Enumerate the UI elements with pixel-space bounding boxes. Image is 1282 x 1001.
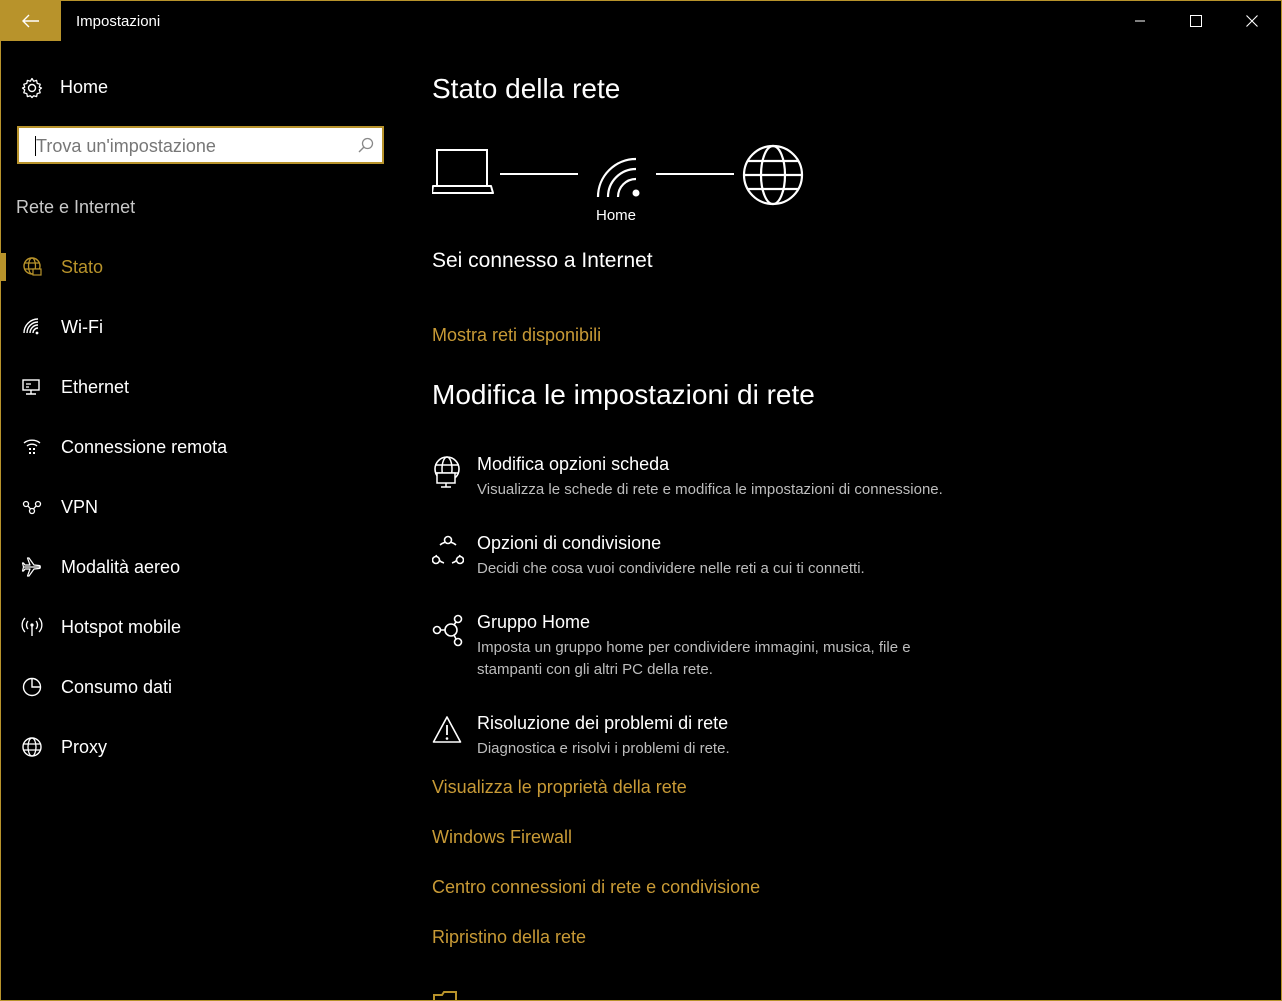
homegroup-icon [432,614,464,648]
sharing-icon [432,535,464,567]
sharing-options-item[interactable] [432,533,1032,583]
page-title: Stato della rete [432,73,621,104]
search-input[interactable] [17,126,384,164]
connection-status: Sei connesso a Internet [432,249,653,272]
back-button[interactable] [1,1,61,41]
sidebar-item-wifi[interactable] [1,305,401,349]
sidebar-item-label: Stato [61,257,104,277]
setting-title: Gruppo Home [477,612,591,632]
setting-title: Modifica opzioni scheda [477,454,670,474]
sidebar-item-proxy[interactable] [1,725,401,769]
airplane-icon [21,556,43,578]
data-usage-icon [21,676,43,698]
network-properties-link[interactable]: Visualizza le proprietà della rete [432,777,687,797]
internet-globe-icon [741,143,805,207]
wifi-icon [21,316,43,338]
sidebar-item-label: Consumo dati [61,677,173,697]
ethernet-icon [21,376,43,398]
minimize-button[interactable] [1111,1,1168,41]
search-icon[interactable] [358,137,374,153]
active-indicator [1,253,6,281]
sidebar-item-hotspot-mobile[interactable] [1,605,401,649]
wifi-signal-icon [595,153,643,199]
laptop-icon [432,146,494,196]
maximize-button[interactable] [1167,1,1224,41]
sidebar-home[interactable] [1,67,401,107]
adapter-options-item[interactable] [432,454,1032,504]
sidebar-item-ethernet[interactable] [1,365,401,409]
sidebar-item-connessione-remota[interactable] [1,425,401,469]
connection-line [656,173,734,175]
section-label: Rete e Internet [16,197,136,217]
globe-icon [21,736,43,758]
connection-line [500,173,578,175]
close-icon [1246,15,1258,27]
search-placeholder: Trova un'impostazione [36,136,216,156]
network-center-link[interactable]: Centro connessioni di rete e condivisione [432,877,761,897]
vpn-icon [21,496,43,518]
window-title: Impostazioni [76,13,161,30]
sidebar-item-consumo-dati[interactable] [1,665,401,709]
setting-description: Decidi che cosa vuoi condividere nelle reti a cui ti connetti. [477,560,865,577]
sidebar-item-label: Ethernet [61,377,130,397]
dialup-icon [21,436,43,458]
setting-description: Diagnostica e risolvi i problemi di rete. [477,740,730,757]
maximize-icon [1190,15,1202,27]
back-arrow-icon [22,14,40,28]
warning-icon [432,715,462,745]
close-button[interactable] [1223,1,1280,41]
home-label: Home [60,77,109,97]
network-name-label: Home [596,207,637,224]
hotspot-icon [21,616,43,638]
sidebar-item-vpn[interactable] [1,485,401,529]
sidebar-item-label: VPN [61,497,99,517]
change-settings-heading: Modifica le impostazioni di rete [432,379,815,410]
cutoff-item-icon [432,991,460,1001]
network-reset-link[interactable]: Ripristino della rete [432,927,587,947]
minimize-icon [1134,15,1146,27]
sidebar-item-label: Modalità aereo [61,557,181,577]
title-bar [1,1,1281,41]
show-networks-link[interactable]: Mostra reti disponibili [432,325,602,345]
sidebar-item-label: Wi-Fi [61,317,103,337]
sidebar-item-stato[interactable] [1,245,401,289]
setting-title: Risoluzione dei problemi di rete [477,713,729,733]
homegroup-item[interactable] [432,612,1032,682]
setting-description: Imposta un gruppo home per condividere immagini, musica, file e stampanti con gli altri PC della rete. [477,639,911,678]
adapter-icon [432,456,462,488]
gear-icon [21,77,43,99]
sidebar-item-label: Proxy [61,737,108,757]
sidebar-item-modalita-aereo[interactable] [1,545,401,589]
setting-description: Visualizza le schede di rete e modifica le impostazioni di connessione. [477,481,943,498]
setting-title: Opzioni di condivisione [477,533,662,553]
sidebar-item-label: Hotspot mobile [61,617,182,637]
windows-firewall-link[interactable]: Windows Firewall [432,827,573,847]
troubleshoot-item[interactable] [432,713,1032,763]
sidebar-item-label: Connessione remota [61,437,228,457]
globe-status-icon [21,256,43,278]
